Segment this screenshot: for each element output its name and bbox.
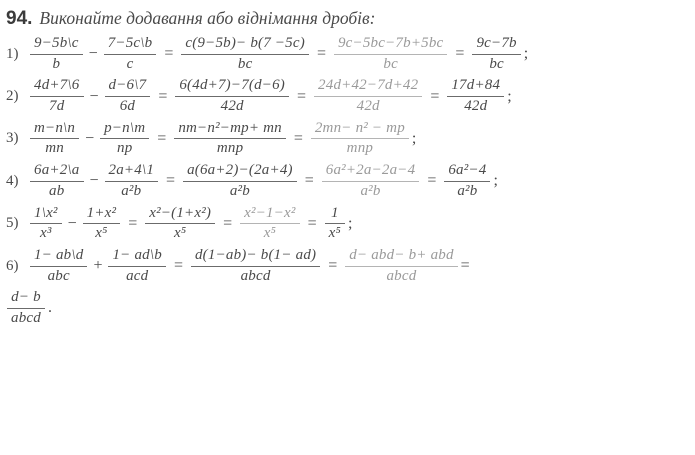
numerator: 4d+7\6 (34, 77, 80, 94)
fraction (30, 35, 83, 73)
solution-line (0, 120, 695, 158)
fraction-bar (30, 54, 83, 55)
item-label: 4) (6, 172, 19, 189)
numerator: p−n\m (104, 119, 146, 136)
denominator: bc (237, 55, 253, 72)
line-tail: = (460, 257, 470, 275)
denominator: 42d (464, 98, 488, 115)
fraction (183, 162, 297, 200)
fraction (191, 247, 320, 285)
exercise-number: 94. (6, 8, 33, 29)
equals-sign: = (158, 87, 168, 105)
solution-line (0, 77, 695, 115)
fraction (30, 120, 79, 158)
fraction (322, 162, 420, 200)
equals-sign: = (293, 129, 303, 147)
numerator: 24d+42−7d+42 (318, 77, 419, 94)
numerator: 1 (330, 204, 339, 221)
fraction-bar (105, 96, 151, 97)
fraction-bar (30, 223, 62, 224)
fraction-bar (183, 181, 297, 182)
fraction (181, 35, 309, 73)
fraction-bar (240, 223, 299, 224)
fraction (240, 205, 299, 243)
denominator: 42d (356, 98, 380, 115)
operator-sign: − (88, 45, 98, 63)
denominator: abc (47, 267, 70, 284)
numerator: 2a+4\1 (108, 162, 155, 179)
numerator: 1− ab\d (34, 246, 84, 263)
fraction-bar (322, 181, 420, 182)
denominator: bc (489, 55, 504, 72)
final-fraction (7, 289, 45, 327)
fraction (174, 120, 286, 158)
denominator: c (126, 55, 134, 72)
fraction (104, 35, 157, 73)
numerator: d−6\7 (108, 77, 147, 94)
fraction-bar (314, 96, 422, 97)
numerator: x²−1−x² (244, 204, 296, 221)
denominator: a²b (229, 182, 250, 199)
fraction-bar (334, 54, 447, 55)
fraction-bar (345, 266, 457, 267)
numerator: 2mn− n² − mp (314, 119, 405, 136)
solutions-list (0, 35, 695, 285)
fraction-bar (181, 54, 309, 55)
fraction (105, 162, 159, 200)
numerator: nm−n²−mp+ mn (178, 119, 282, 136)
equals-sign: = (307, 214, 317, 232)
numerator: 6a²−4 (448, 162, 487, 179)
denominator: a²b (360, 182, 381, 199)
fraction (447, 77, 504, 115)
line-tail: ; (493, 172, 498, 190)
fraction-bar (105, 181, 159, 182)
numerator: d(1−ab)− b(1− ad) (194, 246, 317, 263)
fraction-bar (104, 54, 157, 55)
equals-sign: = (297, 87, 307, 105)
equals-sign: = (430, 87, 440, 105)
exercise-heading (0, 0, 695, 32)
denominator: abcd (240, 267, 271, 284)
fraction-bar (174, 138, 286, 139)
denominator: a²b (457, 182, 478, 199)
numerator: 1+x² (86, 204, 117, 221)
equals-sign: = (164, 45, 174, 63)
fraction-bar (145, 223, 215, 224)
denominator: mnp (216, 140, 244, 157)
equals-sign: = (166, 172, 176, 190)
numerator: 6(4d+7)−7(d−6) (179, 77, 286, 94)
fraction (105, 77, 151, 115)
equals-sign: = (223, 214, 233, 232)
fraction-bar (100, 138, 149, 139)
fraction (83, 205, 121, 243)
numerator: 9c−7b (476, 35, 517, 51)
denominator: np (117, 140, 133, 157)
item-label: 5) (6, 215, 19, 232)
fraction (311, 120, 409, 158)
numerator: a(6a+2)−(2a+4) (187, 162, 293, 179)
fraction-bar (311, 138, 409, 139)
fraction (444, 162, 490, 200)
fraction (30, 205, 62, 243)
exercise-instruction: Виконайте додавання або віднімання дробів: (39, 8, 376, 28)
numerator: 6a+2\a (34, 162, 80, 179)
item-label: 3) (6, 130, 19, 147)
fraction-bar (175, 96, 289, 97)
fraction (314, 77, 422, 115)
equals-sign: = (455, 45, 465, 63)
fraction-bar (447, 96, 504, 97)
line-tail: ; (411, 129, 417, 147)
solution-line (0, 162, 695, 200)
item-label: 1) (6, 45, 19, 62)
denominator: acd (126, 267, 149, 284)
fraction-bar (444, 181, 490, 182)
fraction (30, 77, 84, 115)
equals-sign: = (173, 257, 183, 275)
equals-sign: = (304, 172, 314, 190)
fraction-bar (30, 138, 79, 139)
fraction (345, 247, 457, 285)
solution-line (0, 247, 695, 285)
line-tail: ; (507, 87, 512, 105)
operator-sign: − (89, 87, 99, 105)
numerator: 1\x² (34, 204, 58, 221)
item-label: 6) (6, 257, 19, 274)
final-fraction-bar (7, 308, 45, 309)
final-punctuation: . (47, 299, 52, 317)
operator-sign: + (93, 257, 103, 275)
denominator: b (52, 55, 61, 72)
fraction-bar (30, 181, 84, 182)
equals-sign: = (427, 172, 437, 190)
operator-sign: − (85, 129, 95, 147)
item-label: 2) (6, 88, 19, 105)
numerator: 9−5b\c (34, 35, 79, 51)
equals-sign: = (328, 257, 338, 275)
denominator: 7d (49, 98, 65, 115)
fraction-bar (325, 223, 345, 224)
equals-sign: = (128, 214, 138, 232)
final-denominator: abcd (11, 309, 41, 326)
denominator: 42d (220, 98, 244, 115)
denominator: mn (45, 140, 64, 157)
denominator: mnp (346, 140, 374, 157)
final-numerator: d− b (11, 289, 41, 306)
denominator: bc (383, 55, 398, 72)
fraction (334, 35, 447, 73)
fraction (145, 205, 215, 243)
denominator: 6d (119, 98, 136, 115)
solution-line (0, 35, 695, 73)
numerator: 6a²+2a−2a−4 (325, 162, 416, 179)
numerator: 7−5c\b (107, 35, 153, 51)
numerator: 1− ad\b (112, 246, 162, 263)
denominator: x⁵ (328, 225, 341, 242)
denominator: x⁵ (263, 225, 277, 242)
solution-line (0, 205, 695, 243)
fraction-bar (83, 223, 121, 224)
line-tail: ; (523, 45, 529, 63)
denominator: a²b (121, 182, 142, 199)
equals-sign: = (316, 45, 326, 63)
denominator: x³ (40, 225, 52, 242)
fraction-bar (472, 54, 520, 55)
operator-sign: − (67, 214, 77, 232)
equals-sign: = (157, 129, 167, 147)
denominator: x⁵ (95, 225, 108, 242)
numerator: 9c−5bc−7b+5bc (337, 35, 444, 51)
numerator: m−n\n (34, 119, 76, 136)
fraction-bar (30, 96, 84, 97)
line-tail: ; (347, 214, 353, 232)
fraction (30, 162, 84, 200)
fraction-bar (108, 266, 165, 267)
fraction (108, 247, 165, 285)
denominator: x⁵ (174, 225, 187, 242)
fraction (325, 205, 345, 243)
numerator: d− abd− b+ abd (349, 246, 454, 263)
numerator: x²−(1+x²) (149, 204, 212, 221)
fraction (472, 35, 520, 73)
fraction-bar (30, 266, 87, 267)
fraction (100, 120, 149, 158)
fraction (30, 247, 87, 285)
final-answer (0, 289, 695, 327)
denominator: abcd (386, 267, 417, 284)
denominator: ab (49, 182, 65, 199)
numerator: c(9−5b)− b(7 −5c) (185, 35, 305, 51)
numerator: 17d+84 (451, 77, 501, 94)
operator-sign: − (89, 172, 99, 190)
fraction (175, 77, 289, 115)
fraction-bar (191, 266, 320, 267)
